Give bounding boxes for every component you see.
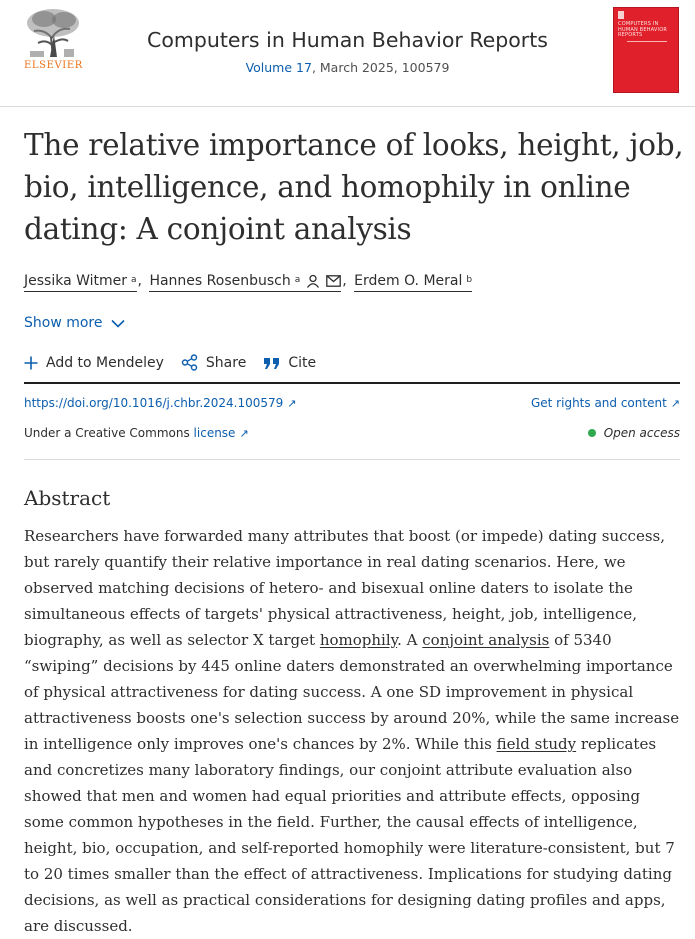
- add-to-mendeley-button[interactable]: [24, 354, 164, 371]
- license-link-text: license: [193, 426, 236, 440]
- author-name: Jessika Witmer: [24, 273, 128, 289]
- cover-logo-icon: [618, 11, 624, 19]
- rights-link[interactable]: [531, 396, 680, 410]
- external-link-icon: ↗: [287, 397, 297, 410]
- show-more-button[interactable]: [24, 315, 125, 331]
- abstract-segment: . A: [397, 631, 423, 649]
- cover-rule: [627, 41, 667, 42]
- author-link[interactable]: [24, 273, 137, 292]
- external-link-icon: ↗: [239, 427, 249, 440]
- doi-link[interactable]: [24, 396, 297, 410]
- issue-info: , March 2025, 100579: [311, 60, 450, 75]
- author-affiliation: a: [294, 275, 301, 285]
- mendeley-label: Add to Mendeley: [46, 354, 164, 371]
- homophily-link[interactable]: homophily: [319, 631, 398, 649]
- abstract-segment: Researchers have forwarded many attributes that boost (or impede) dating success, but rarely quantify their relative importance in real dating scenarios. Here, we observed matching decisions of hetero- and bisexual online daters to isolate the simultaneous effects of targets' physical attractiveness, height, job, intelligence, biography, as well as selector X target: [24, 527, 665, 649]
- conjoint-analysis-link[interactable]: conjoint analysis: [422, 631, 550, 649]
- journal-title[interactable]: Computers in Human Behavior Reports: [147, 28, 548, 52]
- chevron-down-icon: [111, 319, 125, 328]
- journal-issue: [100, 60, 595, 75]
- cover-title: COMPUTERS IN HUMAN BEHAVIOR REPORTS: [618, 21, 668, 39]
- author-list: Jessika Witmer $^a$ , Hannes Rosenbusch $^a$ , Erdem O. Meral $^b$: [24, 273, 472, 292]
- share-label: Share: [205, 354, 247, 371]
- elsevier-tree-icon: [24, 7, 82, 59]
- open-access-label: Open access: [603, 426, 680, 440]
- doi-text: https://doi.org/10.1016/j.chbr.2024.100579: [24, 396, 284, 410]
- external-link-icon: ↗: [670, 397, 680, 410]
- license-link[interactable]: [194, 426, 249, 440]
- elsevier-wordmark: ELSEVIER: [24, 60, 83, 71]
- show-more-label: Show more: [24, 315, 103, 331]
- author-name: Erdem O. Meral: [354, 273, 463, 289]
- meta-divider: [24, 459, 680, 460]
- abstract-segment: of 5340 “swiping” decisions by 445 online daters demonstrated an overwhelming importance of physical attractiveness for dating success. A one SD improvement in physical attractiveness boosts one's selection success by around 20%, while the same increase in intelligence only improves one's chances by 2%. While this: [24, 631, 680, 753]
- open-access-dot-icon: [588, 429, 596, 437]
- volume-link[interactable]: Volume 17: [245, 60, 312, 75]
- share-button[interactable]: [181, 354, 246, 371]
- author-affiliation: a: [131, 275, 137, 285]
- abstract-text: [24, 523, 684, 939]
- author-link[interactable]: [149, 273, 341, 292]
- license-info: [24, 426, 249, 440]
- abstract-segment: replicates and concretizes many laboratory findings, our conjoint attribute evaluation also showed that men and women had equal priorities and attribute effects, opposing some common hypotheses in the field. Further, the causal effects of intelligence, height, bio, occupation, and self-reported homophily were literature-consistent, but 7 to 20 times smaller than the effect of attractiveness. Implications for studying dating decisions, as well as practical considerations for designing dating profiles and apps, are discussed.: [24, 735, 675, 935]
- actions-divider: [24, 382, 680, 384]
- rights-text: Get rights and content: [530, 396, 667, 410]
- article-actions: [24, 354, 333, 371]
- share-icon: [181, 354, 198, 371]
- field-study-link[interactable]: field study: [496, 735, 577, 753]
- abstract-heading: Abstract: [24, 486, 111, 510]
- plus-icon: [24, 356, 38, 370]
- author-name: Hannes Rosenbusch: [149, 273, 291, 289]
- elsevier-logo[interactable]: [24, 7, 82, 71]
- person-icon: [306, 274, 320, 288]
- open-access-badge: [588, 426, 680, 440]
- journal-header: [100, 28, 595, 75]
- quote-icon: [263, 356, 280, 370]
- author-affiliation: b: [466, 275, 473, 285]
- journal-cover[interactable]: [613, 7, 679, 93]
- header-divider: [0, 106, 695, 107]
- mail-icon: [326, 275, 341, 287]
- author-link[interactable]: [354, 273, 472, 292]
- cite-label: Cite: [288, 354, 317, 371]
- cite-button[interactable]: [263, 354, 316, 371]
- article-title: The relative importance of looks, height, job, bio, intelligence, and homophily in online dating: A conjoint analysis: [24, 128, 684, 246]
- license-prefix: Under a Creative Commons: [24, 426, 194, 440]
